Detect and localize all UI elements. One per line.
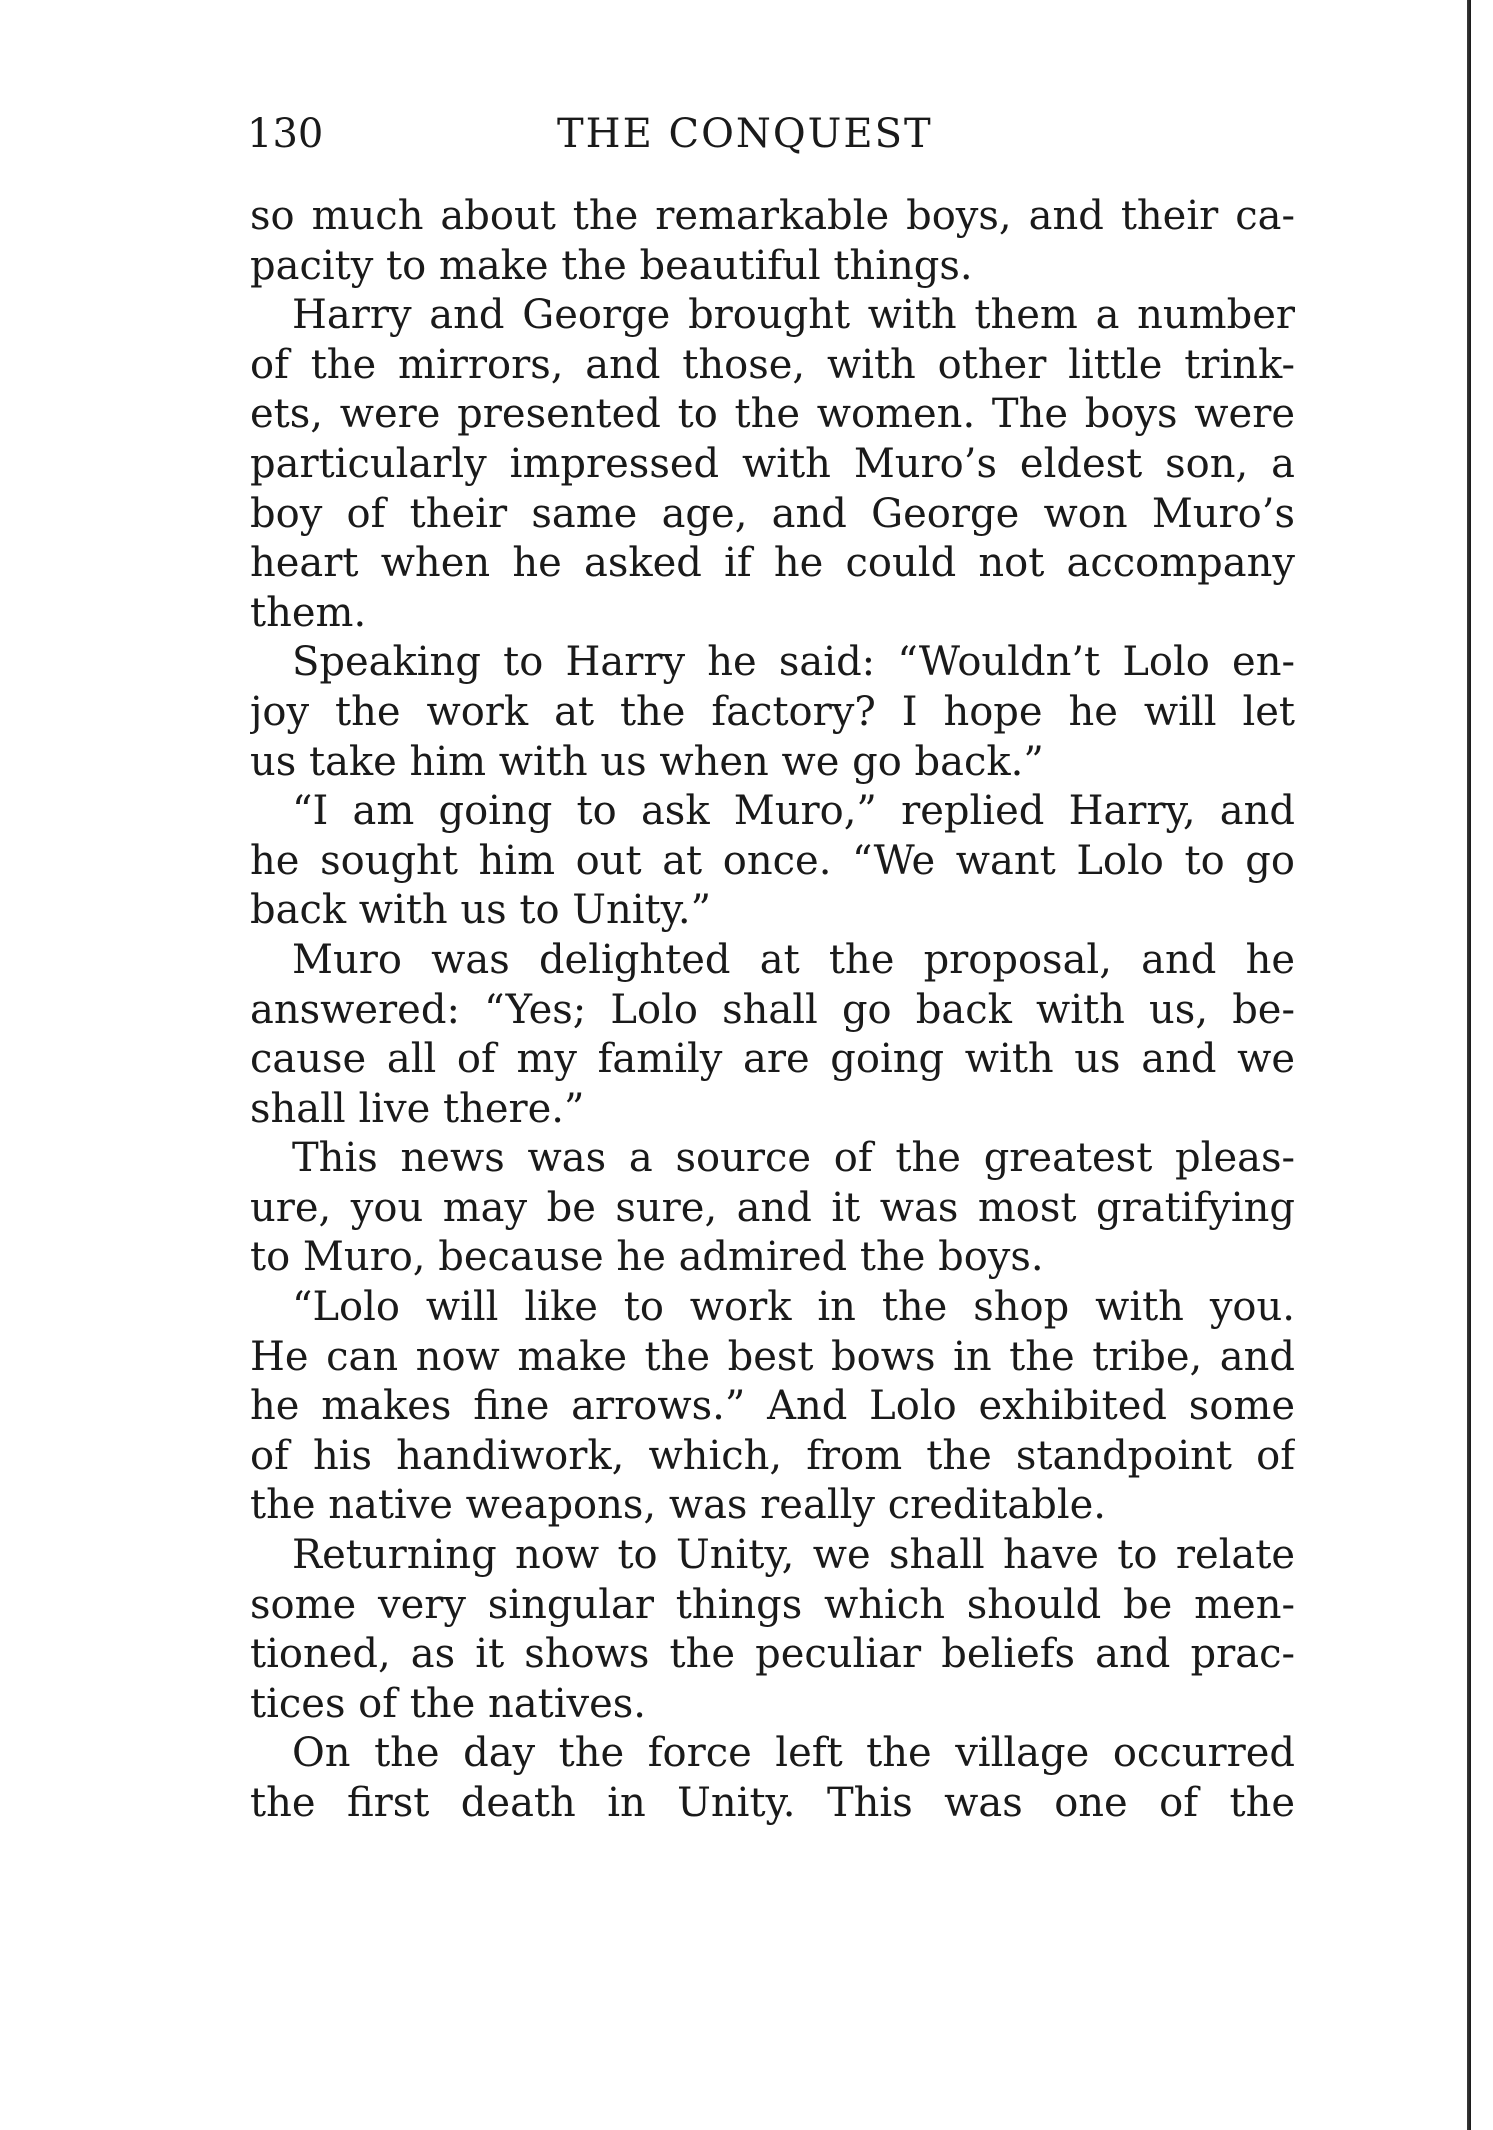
text-line: joy the work at the factory? I hope he will let (250, 688, 1295, 735)
text-line: ure, you may be sure, and it was most gratifying (250, 1184, 1295, 1231)
text-line: to Muro, because he admired the boys. (250, 1234, 1044, 1281)
text-line: pacity to make the beautiful things. (250, 242, 973, 289)
text-line: the native weapons, was really creditable. (250, 1482, 1107, 1529)
page-header (247, 104, 1292, 164)
text-line: shall live there.” (250, 1085, 585, 1132)
text-line: Returning now to Unity, we shall have to relate (292, 1532, 1295, 1579)
text-line: answered: “Yes; Lolo shall go back with us, be- (250, 986, 1295, 1033)
page-binding-edge (1467, 0, 1471, 2130)
text-line: ets, were presented to the women. The boys were (250, 391, 1295, 438)
text-line: the first death in Unity. This was one of the (250, 1780, 1295, 1826)
text-line: back with us to Unity.” (250, 887, 712, 934)
text-line: tioned, as it shows the peculiar beliefs and prac- (250, 1631, 1295, 1678)
text-line: particularly impressed with Muro’s eldest son, a (250, 440, 1295, 487)
text-line: This news was a source of the greatest pleas- (292, 1135, 1295, 1182)
text-line: “Lolo will like to work in the shop with you. (292, 1284, 1295, 1331)
text-line: On the day the force left the village occurred (292, 1730, 1295, 1777)
body-text (250, 192, 1295, 1829)
text-line: he makes fine arrows.” And Lolo exhibited some (250, 1383, 1295, 1430)
text-line: Muro was delighted at the proposal, and he (292, 936, 1295, 983)
text-line: Harry and George brought with them a number (292, 292, 1295, 339)
text-line: cause all of my family are going with us and we (250, 1036, 1295, 1083)
text-line: boy of their same age, and George won Muro’s (250, 490, 1295, 537)
text-line: “I am going to ask Muro,” replied Harry, and (292, 788, 1295, 835)
text-line: heart when he asked if he could not accompany (250, 540, 1295, 587)
text-line: Speaking to Harry he said: “Wouldn’t Lolo en- (292, 639, 1295, 686)
running-title: THE CONQUEST (557, 111, 933, 157)
text-line: of the mirrors, and those, with other little trink- (250, 341, 1295, 388)
text-line: them. (250, 589, 367, 636)
text-line: of his handiwork, which, from the standpoint of (250, 1432, 1295, 1479)
text-line: some very singular things which should be men- (250, 1581, 1295, 1628)
text-line: us take him with us when we go back.” (250, 738, 1044, 785)
page-number: 130 (247, 111, 324, 157)
text-line: he sought him out at once. “We want Lolo to go (250, 837, 1295, 884)
text-line: tices of the natives. (250, 1680, 646, 1727)
text-line: He can now make the best bows in the tribe, and (250, 1333, 1295, 1380)
text-line: so much about the remarkable boys, and their ca- (250, 193, 1295, 239)
